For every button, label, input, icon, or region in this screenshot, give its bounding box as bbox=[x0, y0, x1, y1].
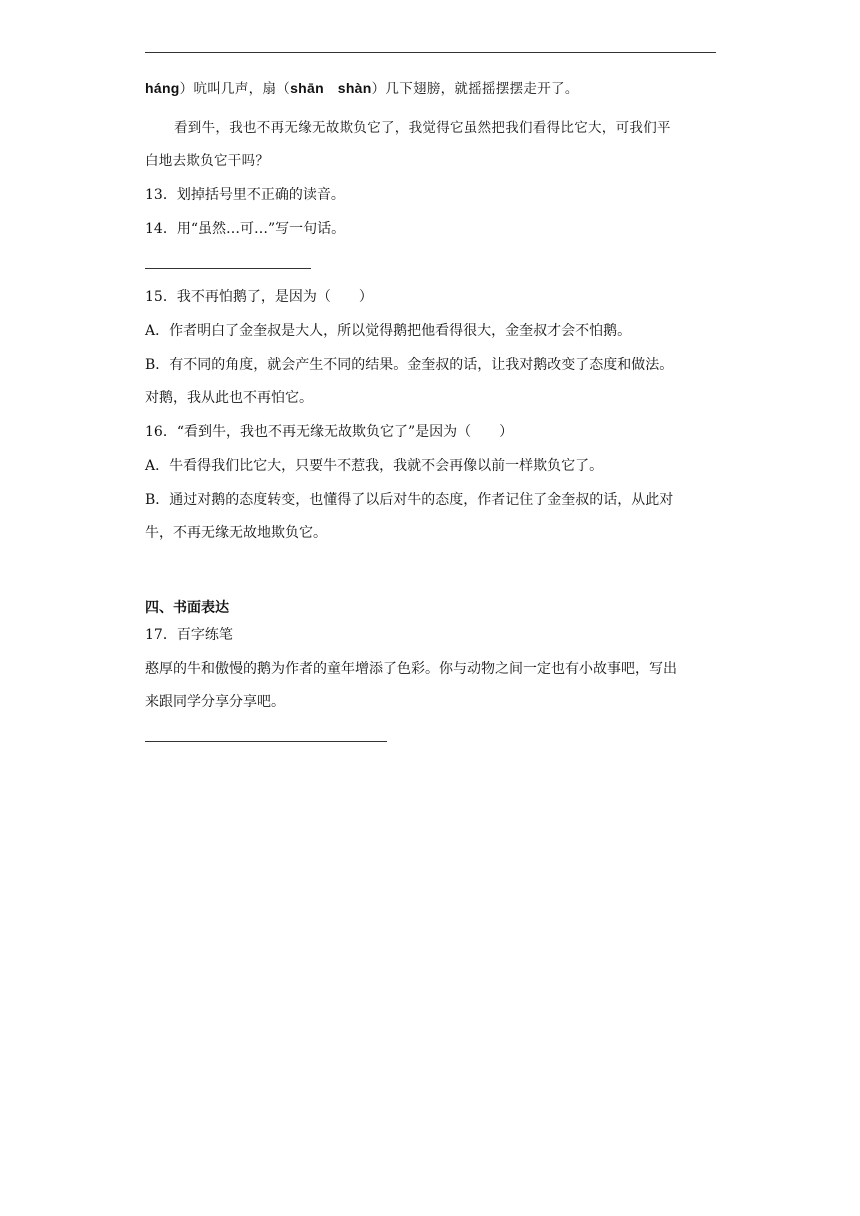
question-14: 14．用“虽然…可…”写一句话。 bbox=[145, 221, 346, 237]
option-16-b-line-2[interactable]: 牛，不再无缘无故地欺负它。 bbox=[145, 525, 327, 541]
passage-line-2: 看到牛，我也不再无缘无故欺负它了，我觉得它虽然把我们看得比它大，可我们平 bbox=[174, 120, 671, 136]
question-17-prompt-line-2: 来跟同学分享分享吧。 bbox=[145, 694, 285, 710]
passage-line-3: 白地去欺负它干吗？ bbox=[145, 153, 270, 169]
passage-text: ）几下翅膀，就摇摇摆摆走开了。 bbox=[371, 81, 579, 97]
pinyin-shan4: shàn bbox=[337, 80, 372, 96]
answer-line-17[interactable] bbox=[145, 741, 387, 742]
question-17: 17．百字练笔 bbox=[145, 627, 233, 643]
option-15-b-line-2[interactable]: 对鹅，我从此也不再怕它。 bbox=[145, 390, 313, 406]
question-13: 13．划掉括号里不正确的读音。 bbox=[145, 187, 345, 203]
option-15-b-line-1[interactable]: B．有不同的角度，就会产生不同的结果。金奎叔的话，让我对鹅改变了态度和做法。 bbox=[145, 357, 674, 373]
option-16-b-line-1[interactable]: B．通过对鹅的态度转变，也懂得了以后对牛的态度，作者记住了金奎叔的话，从此对 bbox=[145, 492, 674, 508]
question-17-prompt-line-1: 憨厚的牛和傲慢的鹅为作者的童年增添了色彩。你与动物之间一定也有小故事吧，写出 bbox=[145, 661, 677, 677]
pinyin-hang: háng bbox=[145, 80, 180, 96]
option-15-a[interactable]: A．作者明白了金奎叔是大人，所以觉得鹅把他看得很大，金奎叔才会不怕鹅。 bbox=[145, 323, 632, 339]
section-title: 四、书面表达 bbox=[145, 600, 229, 616]
passage-text: ）吭叫几声，扇（ bbox=[179, 81, 291, 97]
pinyin-shan1: shān bbox=[290, 80, 324, 96]
option-16-a[interactable]: A．牛看得我们比它大，只要牛不惹我，我就不会再像以前一样欺负它了。 bbox=[145, 458, 604, 474]
question-16: 16．“看到牛，我也不再无缘无故欺负它了”是因为（ ） bbox=[145, 424, 514, 440]
question-15: 15．我不再怕鹅了，是因为（ ） bbox=[145, 289, 373, 305]
header-rule bbox=[145, 52, 716, 53]
answer-line-14[interactable] bbox=[145, 268, 311, 269]
passage-line-1 bbox=[145, 78, 579, 99]
